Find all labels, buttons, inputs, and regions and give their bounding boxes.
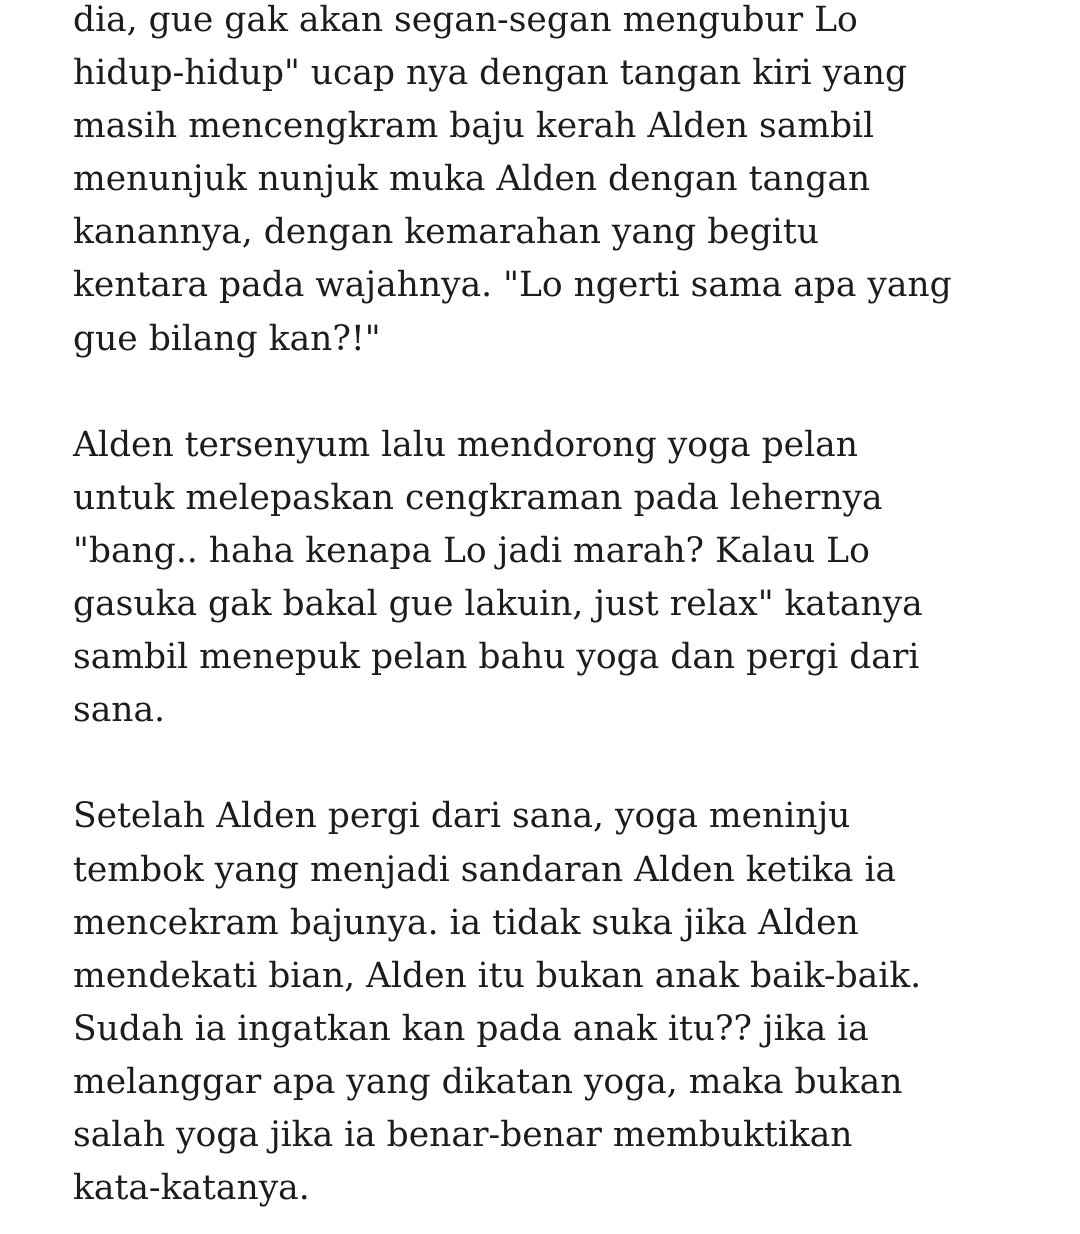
- text-line: kentara pada wajahnya. "Lo ngerti sama apa yang: [73, 265, 952, 306]
- text-line: sambil menepuk pelan bahu yoga dan pergi dari: [73, 637, 920, 678]
- text-line: menunjuk nunjuk muka Alden dengan tangan: [73, 159, 871, 200]
- text-line: Setelah Alden pergi dari sana, yoga meninju: [73, 796, 851, 837]
- text-line: sana.: [73, 690, 166, 731]
- text-line: gasuka gak bakal gue lakuin, just relax" katanya: [73, 584, 923, 625]
- paragraph-spacer: [73, 366, 1033, 419]
- text-line: masih mencengkram baju kerah Alden sambil: [73, 106, 875, 147]
- paragraph-1: [73, 0, 1033, 366]
- text-line: Alden tersenyum lalu mendorong yoga pelan: [73, 424, 858, 465]
- text-line: hidup-hidup" ucap nya dengan tangan kiri yang: [73, 53, 908, 94]
- paragraph-2: [73, 419, 1033, 738]
- text-line: kata-katanya.: [73, 1168, 310, 1209]
- text-line: salah yoga jika ia benar-benar membuktikan: [73, 1114, 853, 1155]
- text-line: dia, gue gak akan segan-segan mengubur Lo: [73, 0, 858, 40]
- text-line: untuk melepaskan cengkraman pada lehernya: [73, 477, 883, 518]
- paragraph-spacer: [73, 737, 1033, 790]
- text-line: tembok yang menjadi sandaran Alden ketika ia: [73, 849, 897, 890]
- text-line: mendekati bian, Alden itu bukan anak baik-baik.: [73, 955, 922, 996]
- story-text: [73, 0, 1033, 1215]
- text-line: Sudah ia ingatkan kan pada anak itu?? jika ia: [73, 1008, 869, 1049]
- text-line: "bang.. haha kenapa Lo jadi marah? Kalau Lo: [73, 530, 870, 571]
- text-line: gue bilang kan?!": [73, 318, 381, 359]
- text-line: kanannya, dengan kemarahan yang begitu: [73, 212, 819, 253]
- text-line: melanggar apa yang dikatan yoga, maka bukan: [73, 1061, 903, 1102]
- paragraph-3: [73, 790, 1033, 1215]
- text-line: mencekram bajunya. ia tidak suka jika Alden: [73, 902, 859, 943]
